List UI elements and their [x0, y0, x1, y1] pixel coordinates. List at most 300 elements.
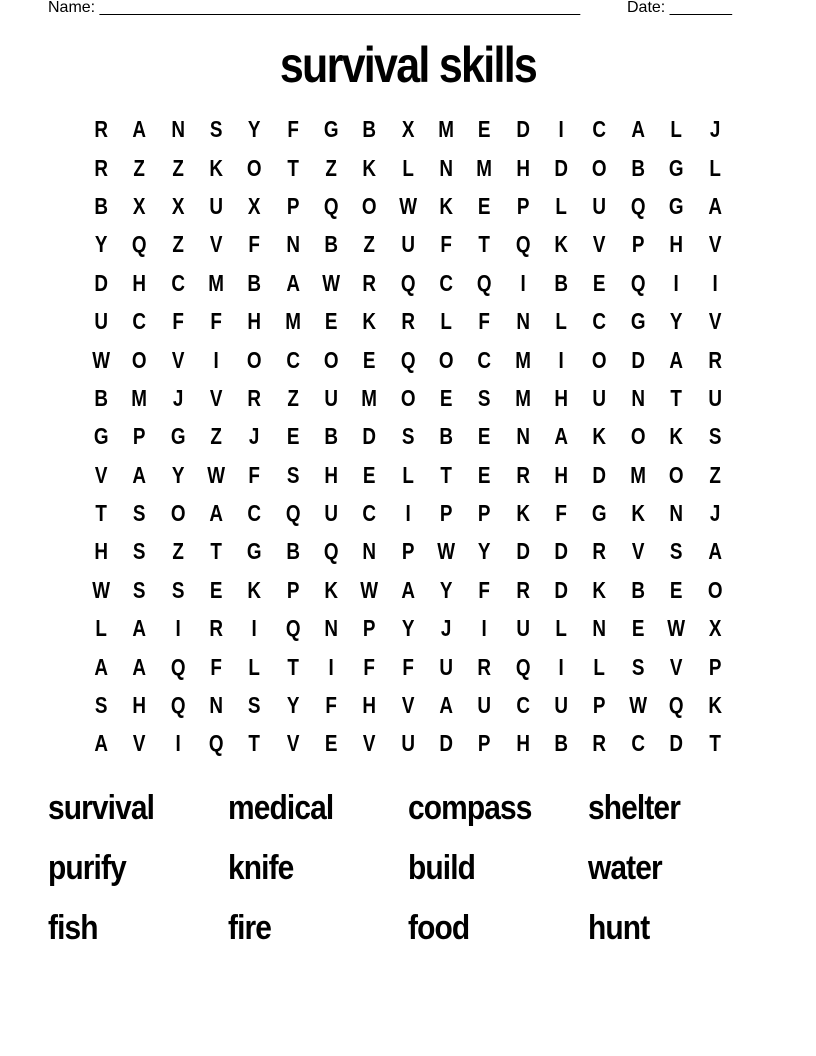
word-bank-row	[48, 898, 768, 958]
grid-letter: P	[516, 192, 530, 219]
grid-letter: K	[209, 154, 224, 181]
grid-letter: D	[439, 730, 454, 757]
grid-letter: B	[94, 384, 108, 411]
grid-letter: Y	[286, 692, 300, 719]
grid-letter: B	[362, 116, 377, 143]
grid-letter: F	[172, 308, 184, 335]
grid-letter: H	[94, 538, 108, 565]
grid-letter: Z	[172, 231, 184, 258]
grid-letter: S	[133, 576, 146, 603]
grid-letter: O	[438, 346, 454, 373]
grid-letter: D	[554, 538, 569, 565]
grid-letter: Z	[708, 461, 721, 488]
grid-letter: V	[209, 231, 223, 258]
grid-letter: H	[247, 308, 262, 335]
word-bank-item: fish	[48, 909, 98, 947]
grid-letter: O	[592, 154, 607, 181]
grid-letter: W	[92, 346, 111, 373]
grid-letter: J	[249, 423, 260, 450]
grid-letter: D	[362, 423, 377, 450]
grid-letter: C	[132, 308, 147, 335]
word-bank-item: knife	[228, 849, 294, 887]
grid-letter: M	[131, 384, 148, 411]
grid-letter: L	[248, 653, 261, 680]
grid-letter: I	[175, 615, 181, 642]
grid-letter: Y	[670, 308, 683, 335]
grid-letter: C	[439, 269, 454, 296]
grid-letter: T	[440, 461, 453, 488]
grid-letter: A	[209, 500, 224, 527]
grid-letter: X	[708, 615, 721, 642]
grid-letter: C	[247, 500, 262, 527]
grid-letter: S	[478, 384, 491, 411]
grid-letter: F	[210, 653, 222, 680]
grid-letter: C	[362, 500, 377, 527]
grid-letter: D	[554, 576, 569, 603]
grid-letter: F	[287, 116, 299, 143]
grid-row	[82, 264, 734, 302]
grid-letter: P	[439, 500, 453, 527]
grid-letter: C	[286, 346, 300, 373]
grid-letter: R	[477, 653, 492, 680]
grid-letter: B	[286, 538, 300, 565]
grid-letter: V	[94, 461, 108, 488]
grid-letter: M	[361, 384, 378, 411]
grid-letter: D	[631, 346, 645, 373]
grid-letter: S	[401, 423, 415, 450]
grid-letter: Q	[668, 692, 684, 719]
grid-letter: M	[515, 346, 531, 373]
grid-letter: V	[593, 231, 606, 258]
grid-letter: N	[631, 384, 645, 411]
grid-letter: N	[171, 116, 185, 143]
grid-letter: P	[133, 423, 146, 450]
word-bank-row	[48, 778, 768, 838]
grid-letter: R	[592, 538, 607, 565]
grid-letter: K	[324, 576, 339, 603]
grid-letter: P	[401, 538, 415, 565]
grid-letter: I	[251, 615, 258, 642]
grid-letter: Q	[477, 269, 492, 296]
grid-letter: A	[94, 730, 108, 757]
grid-letter: S	[171, 576, 185, 603]
grid-letter: T	[287, 154, 299, 181]
grid-letter: E	[286, 423, 300, 450]
grid-letter: D	[669, 730, 684, 757]
grid-letter: G	[93, 423, 109, 450]
grid-letter: I	[328, 653, 334, 680]
grid-letter: W	[322, 269, 341, 296]
grid-letter: V	[363, 730, 376, 757]
grid-letter: B	[554, 730, 569, 757]
grid-letter: H	[132, 269, 147, 296]
grid-row	[82, 724, 734, 762]
grid-letter: W	[92, 576, 111, 603]
grid-letter: P	[708, 653, 721, 680]
grid-letter: E	[670, 576, 683, 603]
grid-letter: P	[286, 192, 300, 219]
grid-letter: I	[405, 500, 411, 527]
grid-letter: N	[209, 692, 224, 719]
grid-letter: A	[132, 116, 147, 143]
grid-letter: N	[439, 154, 454, 181]
grid-letter: C	[477, 346, 492, 373]
grid-letter: T	[210, 538, 222, 565]
word-bank-item: hunt	[588, 909, 650, 947]
grid-letter: O	[592, 346, 607, 373]
grid-letter: W	[667, 615, 686, 642]
grid-row	[82, 647, 734, 685]
grid-letter: Q	[170, 692, 186, 719]
grid-letter: A	[401, 576, 415, 603]
grid-letter: C	[516, 692, 530, 719]
grid-letter: L	[402, 461, 414, 488]
grid-letter: S	[286, 461, 300, 488]
word-bank-item: fire	[228, 909, 272, 947]
grid-letter: N	[286, 231, 300, 258]
grid-letter: E	[363, 461, 376, 488]
grid-row	[82, 456, 734, 494]
grid-letter: I	[481, 615, 488, 642]
grid-row	[82, 494, 734, 532]
grid-letter: Y	[439, 576, 453, 603]
grid-letter: F	[210, 308, 222, 335]
grid-letter: R	[94, 154, 108, 181]
grid-letter: I	[558, 346, 564, 373]
grid-row	[82, 379, 734, 417]
grid-row	[82, 609, 734, 647]
grid-letter: L	[95, 615, 107, 642]
grid-letter: S	[631, 653, 645, 680]
grid-letter: K	[247, 576, 262, 603]
grid-letter: K	[669, 423, 684, 450]
grid-letter: F	[555, 500, 568, 527]
grid-letter: I	[175, 730, 181, 757]
grid-letter: F	[478, 576, 491, 603]
grid-letter: F	[325, 692, 337, 719]
word-bank-item: build	[408, 849, 476, 887]
grid-letter: A	[132, 615, 147, 642]
grid-letter: B	[324, 231, 339, 258]
grid-letter: H	[554, 384, 569, 411]
grid-letter: Z	[172, 538, 184, 565]
grid-letter: U	[401, 730, 415, 757]
grid-letter: V	[171, 346, 185, 373]
grid-letter: X	[133, 192, 146, 219]
grid-letter: A	[554, 423, 569, 450]
grid-letter: G	[668, 154, 684, 181]
grid-letter: B	[94, 192, 108, 219]
grid-letter: N	[516, 308, 530, 335]
grid-letter: M	[208, 269, 225, 296]
grid-letter: Z	[210, 423, 222, 450]
grid-letter: Y	[248, 116, 261, 143]
grid-letter: T	[287, 653, 299, 680]
grid-letter: L	[555, 308, 568, 335]
grid-letter: E	[478, 116, 491, 143]
grid-letter: I	[673, 269, 679, 296]
grid-letter: D	[592, 461, 607, 488]
grid-letter: M	[438, 116, 455, 143]
grid-letter: W	[629, 692, 647, 719]
grid-letter: R	[209, 615, 224, 642]
grid-letter: L	[555, 192, 568, 219]
grid-letter: O	[247, 154, 262, 181]
grid-letter: E	[478, 423, 491, 450]
grid-letter: A	[94, 653, 108, 680]
grid-letter: L	[593, 653, 606, 680]
grid-row	[82, 686, 734, 724]
grid-row	[82, 110, 734, 148]
grid-letter: V	[401, 692, 415, 719]
grid-row	[82, 302, 734, 340]
grid-letter: H	[669, 231, 684, 258]
grid-letter: M	[515, 384, 531, 411]
grid-letter: S	[209, 116, 223, 143]
grid-letter: C	[631, 730, 645, 757]
grid-letter: D	[94, 269, 108, 296]
grid-letter: U	[324, 384, 339, 411]
grid-letter: Q	[132, 231, 147, 258]
grid-row	[82, 340, 734, 378]
grid-letter: T	[95, 500, 107, 527]
grid-letter: M	[285, 308, 301, 335]
grid-letter: O	[707, 576, 723, 603]
grid-letter: F	[402, 653, 414, 680]
grid-letter: O	[362, 192, 377, 219]
grid-letter: V	[209, 384, 223, 411]
grid-letter: I	[213, 346, 219, 373]
grid-letter: S	[708, 423, 721, 450]
grid-letter: M	[476, 154, 493, 181]
grid-letter: W	[437, 538, 456, 565]
grid-letter: K	[554, 231, 569, 258]
grid-letter: E	[324, 308, 338, 335]
grid-letter: Z	[133, 154, 146, 181]
grid-letter: T	[670, 384, 683, 411]
grid-letter: L	[402, 154, 414, 181]
grid-letter: L	[670, 116, 683, 143]
grid-letter: J	[172, 384, 184, 411]
grid-letter: K	[516, 500, 530, 527]
grid-letter: L	[440, 308, 453, 335]
word-bank-item: medical	[228, 789, 334, 827]
grid-letter: C	[592, 308, 607, 335]
grid-letter: F	[478, 308, 491, 335]
grid-letter: G	[630, 308, 646, 335]
grid-letter: G	[247, 538, 262, 565]
grid-letter: F	[440, 231, 453, 258]
grid-letter: P	[363, 615, 376, 642]
grid-letter: S	[248, 692, 261, 719]
grid-letter: O	[630, 423, 646, 450]
word-bank-item: food	[408, 909, 470, 947]
grid-letter: X	[171, 192, 185, 219]
grid-letter: E	[478, 192, 491, 219]
grid-letter: D	[554, 154, 569, 181]
grid-letter: Y	[171, 461, 185, 488]
grid-letter: K	[592, 576, 607, 603]
grid-letter: B	[439, 423, 454, 450]
grid-letter: Z	[172, 154, 184, 181]
grid-letter: P	[593, 692, 606, 719]
grid-letter: Z	[287, 384, 299, 411]
grid-letter: R	[94, 116, 108, 143]
grid-letter: U	[554, 692, 569, 719]
grid-letter: F	[363, 653, 376, 680]
grid-letter: V	[670, 653, 683, 680]
grid-letter: O	[400, 384, 416, 411]
grid-letter: A	[439, 692, 454, 719]
grid-letter: N	[324, 615, 339, 642]
grid-letter: S	[670, 538, 683, 565]
word-bank-row	[48, 838, 768, 898]
grid-letter: Q	[323, 538, 339, 565]
grid-letter: J	[709, 500, 720, 527]
grid-letter: H	[362, 692, 377, 719]
word-bank	[48, 778, 768, 958]
grid-letter: V	[631, 538, 645, 565]
grid-letter: H	[324, 461, 339, 488]
grid-letter: U	[401, 231, 415, 258]
grid-letter: Q	[630, 269, 646, 296]
grid-letter: G	[170, 423, 186, 450]
word-bank-item: survival	[48, 789, 155, 827]
grid-letter: G	[323, 116, 339, 143]
grid-letter: V	[708, 308, 721, 335]
grid-letter: R	[516, 461, 530, 488]
grid-letter: Q	[400, 346, 416, 373]
grid-letter: W	[360, 576, 379, 603]
grid-letter: R	[247, 384, 262, 411]
grid-letter: R	[707, 346, 722, 373]
grid-letter: E	[631, 615, 645, 642]
letter-grid	[82, 110, 734, 763]
grid-letter: G	[592, 500, 607, 527]
grid-row	[82, 225, 734, 263]
grid-letter: U	[209, 192, 224, 219]
grid-letter: Y	[94, 231, 108, 258]
grid-letter: U	[516, 615, 530, 642]
grid-letter: I	[558, 116, 564, 143]
grid-row	[82, 187, 734, 225]
grid-letter: Y	[478, 538, 491, 565]
grid-letter: Q	[630, 192, 646, 219]
grid-letter: Q	[285, 615, 301, 642]
puzzle-title: survival skills	[279, 37, 537, 93]
grid-letter: K	[439, 192, 454, 219]
grid-letter: A	[707, 538, 722, 565]
grid-letter: Z	[325, 154, 337, 181]
grid-letter: O	[170, 500, 186, 527]
grid-letter: U	[592, 384, 607, 411]
grid-letter: A	[132, 653, 147, 680]
grid-letter: R	[592, 730, 607, 757]
grid-letter: K	[362, 154, 377, 181]
grid-letter: J	[441, 615, 452, 642]
date-field-label: Date: _______	[627, 0, 732, 16]
grid-letter: K	[592, 423, 607, 450]
grid-letter: Z	[363, 231, 376, 258]
grid-letter: E	[209, 576, 223, 603]
grid-letter: L	[708, 154, 721, 181]
grid-letter: A	[669, 346, 684, 373]
grid-letter: B	[324, 423, 339, 450]
grid-letter: C	[592, 116, 607, 143]
grid-row	[82, 148, 734, 186]
word-bank-item: water	[588, 849, 662, 887]
grid-letter: B	[631, 154, 645, 181]
grid-letter: E	[363, 346, 376, 373]
grid-letter: L	[555, 615, 568, 642]
grid-letter: F	[248, 231, 261, 258]
word-bank-item: compass	[408, 789, 532, 827]
grid-letter: J	[709, 116, 720, 143]
grid-letter: K	[631, 500, 645, 527]
grid-letter: P	[286, 576, 300, 603]
grid-letter: I	[712, 269, 718, 296]
grid-letter: H	[516, 730, 530, 757]
grid-letter: W	[207, 461, 226, 488]
grid-letter: U	[324, 500, 339, 527]
grid-letter: T	[708, 730, 721, 757]
grid-letter: T	[478, 231, 491, 258]
grid-letter: O	[668, 461, 684, 488]
grid-letter: O	[247, 346, 262, 373]
grid-letter: V	[286, 730, 300, 757]
grid-letter: R	[516, 576, 530, 603]
grid-letter: I	[558, 653, 564, 680]
grid-letter: Q	[208, 730, 224, 757]
grid-letter: U	[707, 384, 722, 411]
grid-letter: D	[516, 538, 530, 565]
grid-letter: P	[631, 231, 645, 258]
grid-letter: R	[401, 308, 415, 335]
grid-letter: U	[94, 308, 108, 335]
grid-letter: X	[401, 116, 415, 143]
grid-letter: X	[248, 192, 261, 219]
grid-letter: N	[362, 538, 377, 565]
grid-letter: U	[477, 692, 492, 719]
grid-row	[82, 532, 734, 570]
grid-letter: E	[439, 384, 453, 411]
grid-letter: Q	[515, 231, 531, 258]
grid-letter: F	[248, 461, 261, 488]
grid-letter: Q	[400, 269, 416, 296]
grid-letter: C	[171, 269, 185, 296]
grid-letter: O	[132, 346, 147, 373]
grid-row	[82, 417, 734, 455]
grid-letter: V	[708, 231, 721, 258]
grid-letter: A	[286, 269, 300, 296]
grid-letter: B	[631, 576, 645, 603]
grid-letter: N	[592, 615, 607, 642]
grid-row	[82, 571, 734, 609]
grid-letter: O	[323, 346, 339, 373]
grid-letter: Y	[401, 615, 415, 642]
grid-letter: U	[592, 192, 607, 219]
grid-letter: N	[669, 500, 684, 527]
worksheet-header	[48, 0, 748, 20]
grid-letter: Q	[285, 500, 301, 527]
word-bank-item: purify	[48, 849, 126, 887]
grid-letter: E	[324, 730, 338, 757]
grid-letter: W	[399, 192, 417, 219]
word-bank-item: shelter	[588, 789, 680, 827]
grid-letter: B	[247, 269, 262, 296]
grid-letter: K	[362, 308, 377, 335]
grid-letter: I	[520, 269, 526, 296]
